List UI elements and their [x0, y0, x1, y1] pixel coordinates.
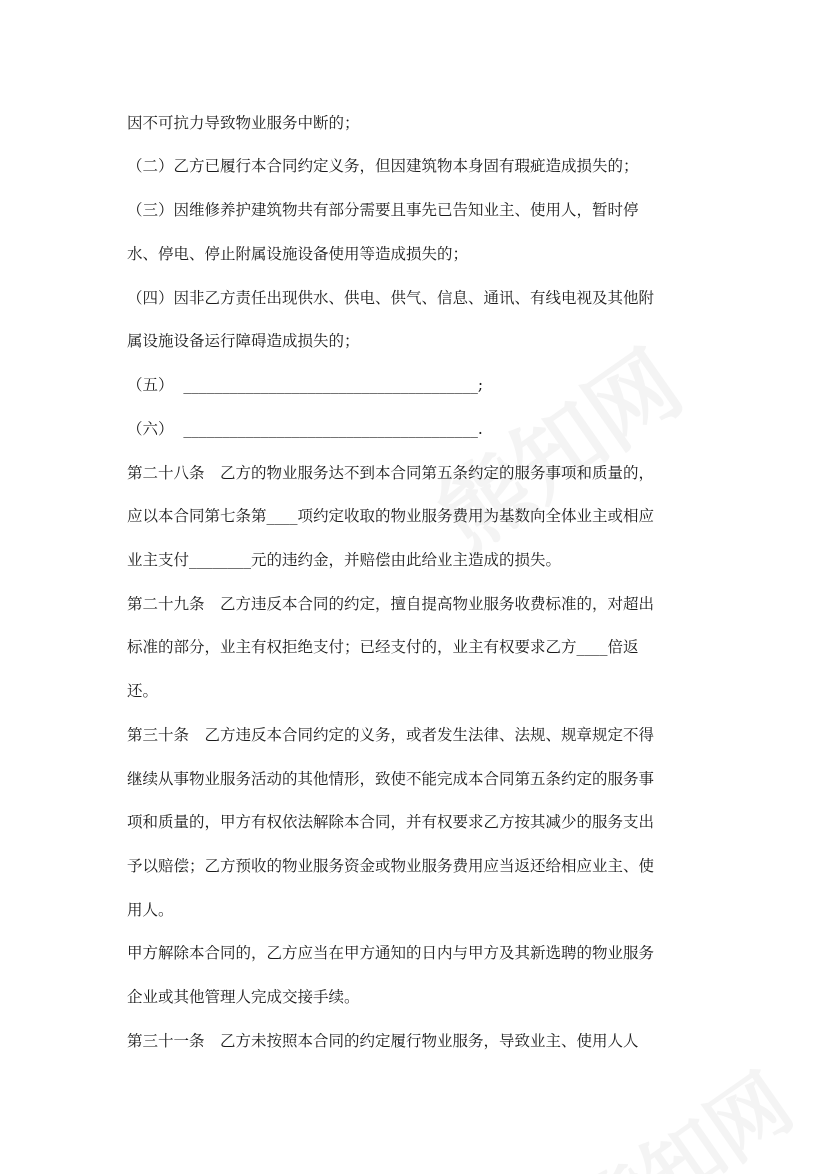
text-line: 还。: [127, 682, 159, 700]
text-line: 属设施设备运行障碍造成损失的；: [127, 332, 360, 350]
text-line: 项和质量的，甲方有权依法解除本合同，并有权要求乙方按其减少的服务支出: [127, 813, 655, 831]
text-line: 业主支付________元的违约金，并赔偿由此给业主造成的损失。: [127, 551, 562, 569]
text-line: （二）乙方已履行本合同约定义务，但因建筑物本身固有瑕疵造成损失的；: [127, 157, 639, 175]
text-line: 继续从事物业服务活动的其他情形，致使不能完成本合同第五条约定的服务事: [127, 770, 655, 788]
text-line: 应以本合同第七条第____项约定收取的物业服务费用为基数向全体业主或相应: [127, 507, 655, 525]
watermark: [549, 1042, 812, 1174]
text-line: （五） ______________________________________;: [127, 376, 484, 394]
text-line: 第三十一条 乙方未按照本合同的约定履行物业服务，导致业主、使用人人: [127, 1032, 639, 1050]
text-line: 用人。: [127, 901, 174, 919]
text-line: 企业或其他管理人完成交接手续。: [127, 988, 360, 1006]
text-line: （六） ______________________________________.: [127, 420, 483, 438]
text-line: （三）因维修养护建筑物共有部分需要且事先已告知业主、使用人，暂时停: [127, 201, 639, 219]
text-line: 第二十九条 乙方违反本合同的约定，擅自提高物业服务收费标准的，对超出: [127, 595, 655, 613]
text-line: 标准的部分，业主有权拒绝支付；已经支付的，业主有权要求乙方____倍返: [127, 638, 639, 656]
text-line: 甲方解除本合同的，乙方应当在甲方通知的日内与甲方及其新选聘的物业服务: [127, 944, 655, 962]
text-line: 第二十八条 乙方的物业服务达不到本合同第五条约定的服务事项和质量的，: [127, 464, 655, 482]
text-line: 水、停电、停止附属设施设备使用等造成损失的；: [127, 245, 469, 263]
text-line: 予以赔偿；乙方预收的物业服务资金或物业服务费用应当返还给相应业主、使: [127, 857, 655, 875]
text-line: 第三十条 乙方违反本合同约定的义务，或者发生法律、法规、规章规定不得: [127, 726, 655, 744]
text-line: 因不可抗力导致物业服务中断的；: [127, 114, 360, 132]
text-line: （四）因非乙方责任出现供水、供电、供气、信息、通讯、有线电视及其他附: [127, 289, 655, 307]
